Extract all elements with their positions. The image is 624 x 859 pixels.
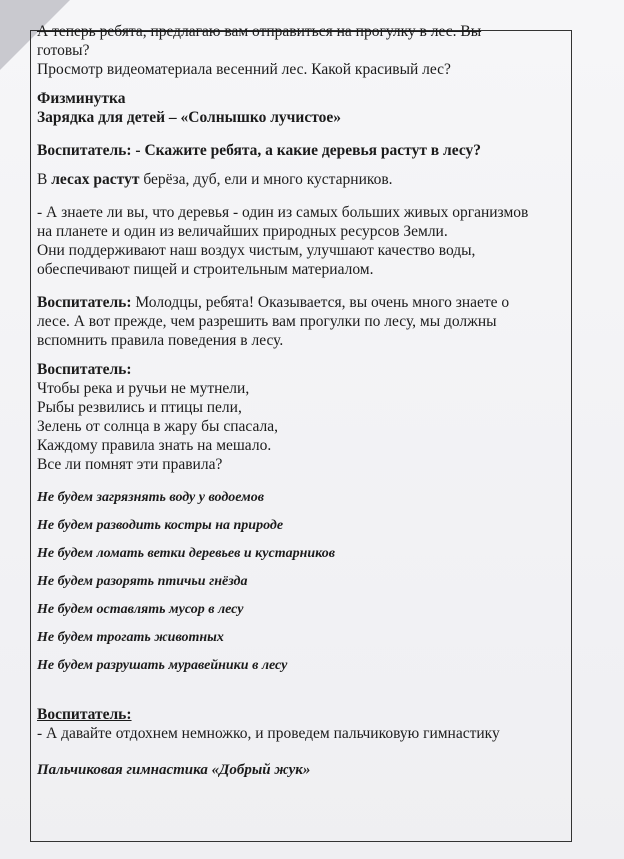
fact-line-3: Они поддерживают наш воздух чистым, улучшают качество воды,	[37, 242, 476, 259]
rule-item: Не будем разорять птичьи гнёзда	[37, 574, 248, 589]
teacher-label-rest: Воспитатель:	[37, 706, 132, 723]
answer-rest: берёза, дуб, ели и много кустарников.	[139, 171, 393, 188]
poem-line: Чтобы река и ручьи не мутнели,	[37, 380, 250, 397]
intro-line-2: готовы?	[37, 42, 90, 59]
praise-line-2: лесе. А вот прежде, чем разрешить вам прогулки по лесу, мы должны	[37, 313, 497, 330]
fact-line-2: на планете и один из величайших природных ресурсов Земли.	[37, 223, 448, 240]
answer-bold: лесах растут	[51, 171, 140, 188]
fact-line-4: обеспечивают пищей и строительным материалом.	[37, 261, 374, 278]
praise-line-3: вспомнить правила поведения в лесу.	[37, 332, 284, 349]
praise-line-1	[37, 293, 577, 312]
fact-line-1: - А знаете ли вы, что деревья - один из самых больших живых организмов	[37, 204, 529, 221]
poem-line: Рыбы резвились и птицы пели,	[37, 399, 242, 416]
question-trees: Воспитатель: - Скажите ребята, а какие деревья растут в лесу?	[37, 142, 481, 159]
poem-line: Каждому правила знать на мешало.	[37, 437, 272, 454]
rule-item: Не будем загрязнять воду у водоемов	[37, 490, 264, 505]
poem-line: Зелень от солнца в жару бы спасала,	[37, 418, 278, 435]
teacher-label: Воспитатель:	[37, 294, 132, 311]
teacher-label-poem: Воспитатель:	[37, 361, 132, 378]
intro-line-1: А теперь ребята, предлагаю вам отправиться на прогулку в лес. Вы	[37, 23, 482, 40]
video-line: Просмотр видеоматериала весенний лес. Какой красивый лес?	[37, 61, 451, 78]
poem-line: Все ли помнят эти правила?	[37, 456, 223, 473]
praise-text-1: Молодцы, ребята! Оказывается, вы очень много знаете о	[131, 294, 510, 311]
rule-item: Не будем трогать животных	[37, 630, 224, 645]
rule-item: Не будем разрушать муравейники в лесу	[37, 658, 288, 673]
rule-item: Не будем ломать ветки деревьев и кустарников	[37, 546, 335, 561]
finger-gym-heading: Пальчиковая гимнастика «Добрый жук»	[37, 762, 311, 778]
document-body	[37, 22, 577, 780]
answer-prefix: В	[37, 171, 52, 188]
rule-item: Не будем разводить костры на природе	[37, 518, 284, 533]
rule-item: Не будем оставлять мусор в лесу	[37, 602, 244, 617]
answer-trees	[37, 170, 577, 189]
zaryadka-heading: Зарядка для детей – «Солнышко лучистое»	[37, 109, 341, 126]
fizminutka-heading: Физминутка	[37, 90, 126, 107]
rest-line: - А давайте отдохнем немножко, и проведем пальчиковую гимнастику	[37, 725, 500, 742]
